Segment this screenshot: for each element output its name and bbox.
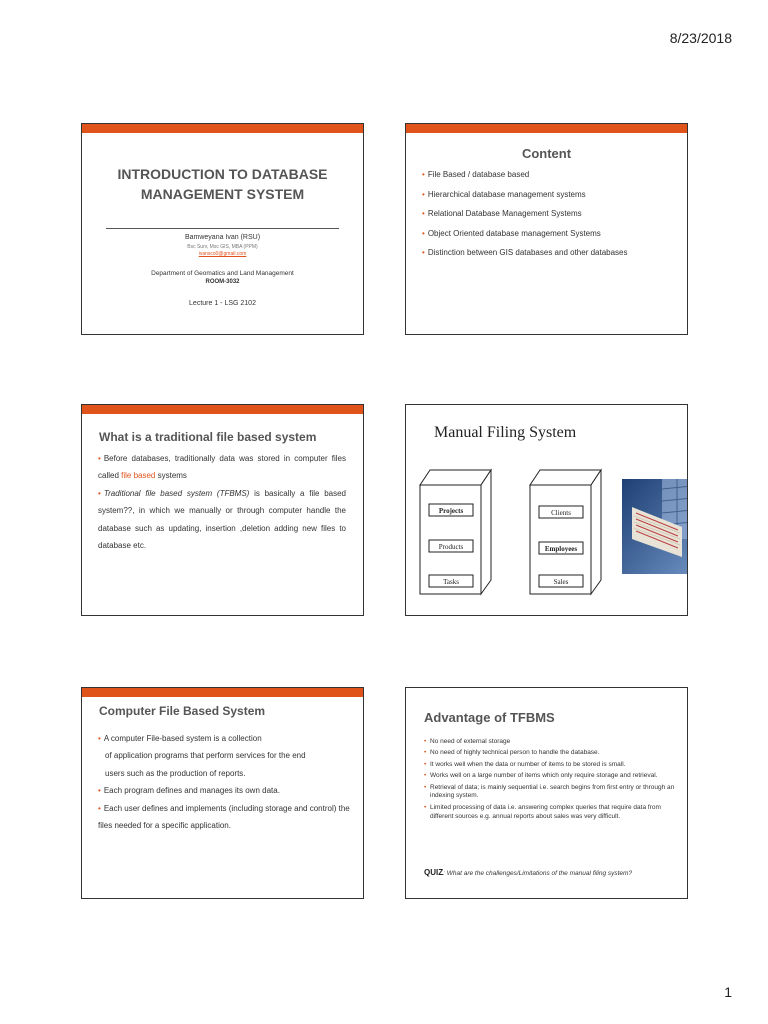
slide-accent-bar: [406, 124, 687, 133]
italic-term: Traditional file based system (TFBMS): [103, 488, 250, 498]
slide-traditional-file-system: [81, 404, 364, 616]
list-item: [422, 190, 679, 210]
bullet-1: [98, 730, 353, 747]
slide-title: [81, 123, 364, 335]
list-item-text: Hierarchical database management systems: [427, 189, 586, 199]
list-item: [424, 738, 679, 747]
bullet-icon: •: [424, 749, 427, 757]
slide-heading: Content: [521, 146, 572, 161]
slide-accent-bar: [82, 124, 363, 133]
title-line-2: MANAGEMENT SYSTEM: [140, 186, 305, 202]
list-item: [424, 784, 679, 802]
author-name: Bamweyana Ivan (RSU): [184, 234, 261, 241]
slide-heading: Advantage of TFBMS: [424, 710, 555, 725]
quiz-prompt: [424, 868, 679, 878]
content-list: [422, 170, 679, 268]
bullet-icon: •: [422, 209, 425, 219]
slide-advantage-tfbms: [405, 687, 688, 899]
drawer-label: Employees: [544, 545, 578, 553]
title-divider: [106, 228, 339, 229]
text-run: of application programs that perform services for the end: [105, 751, 306, 761]
page-date: 8/23/2018: [669, 30, 732, 46]
quiz-text: : What are the challenges/Limitations of the manual filing system?: [443, 870, 633, 877]
bullet-icon: •: [424, 738, 427, 745]
slide-accent-bar: [82, 405, 363, 414]
bullet-icon: •: [424, 772, 427, 780]
slide-title-text: [82, 164, 363, 204]
department: Department of Geomatics and Land Management: [151, 270, 294, 277]
list-item-text: No need of highly technical person to handle the database.: [430, 749, 600, 757]
paragraph-1: [98, 450, 346, 485]
drawer-label: Projects: [438, 507, 464, 515]
page-number: 1: [724, 984, 732, 1000]
text-run: systems: [155, 471, 187, 481]
text-run: A computer File-based system is a collection: [103, 734, 262, 743]
list-item-text: Object Oriented database management Systems: [427, 228, 601, 238]
bullet-icon: •: [424, 760, 427, 768]
author-credentials: Bsc Surv, Msc GIS, MBA (PPM): [187, 244, 258, 250]
room-number: ROOM-3032: [205, 279, 240, 285]
text-run: users such as the production of reports.: [105, 768, 246, 778]
drawer-label: Tasks: [443, 578, 459, 586]
drawer-label: Sales: [553, 578, 569, 586]
list-item-text: Limited processing of data i.e. answering complex queries that require data from different sources e.g. annual reports about sales was very difficult.: [430, 803, 661, 820]
bullet-2: [98, 782, 353, 799]
author-email-link[interactable]: ivansco0@gmail.com: [198, 251, 247, 257]
title-line-1: INTRODUCTION TO DATABASE: [117, 166, 328, 182]
list-item: [422, 229, 679, 249]
text-run: Before databases, traditionally data was stored in computer files called: [98, 454, 346, 481]
slide-heading: What is a traditional file based system: [99, 430, 317, 444]
bullet-icon: •: [98, 734, 101, 743]
slide-manual-filing-system: [405, 404, 688, 616]
list-item-text: Relational Database Management Systems: [427, 209, 582, 219]
list-item-text: No need of external storage: [430, 738, 511, 745]
bullet-icon: •: [422, 248, 425, 258]
list-item-text: Works well on a large number of items which only require storage and retrieval.: [430, 772, 658, 780]
slide-content: [405, 123, 688, 335]
bullet-icon: •: [98, 488, 101, 498]
quiz-label: QUIZ: [424, 868, 444, 877]
right-cabinet: [530, 470, 601, 594]
advantage-list: [424, 738, 679, 824]
list-item: [424, 749, 679, 758]
bullet-icon: •: [98, 454, 101, 463]
drawer-label: Clients: [551, 509, 571, 517]
list-item-text: Retrieval of data; is mainly sequential i.e. search begins from first entry or through an indexing system.: [430, 783, 675, 800]
slide-heading: Manual Filing System: [434, 424, 577, 441]
paragraph-2: [98, 485, 346, 555]
slide-body: [98, 730, 353, 834]
bullet-icon: •: [422, 170, 425, 179]
drawer-label: Products: [438, 543, 464, 551]
list-item-text: File Based / database based: [427, 170, 530, 179]
bullet-icon: •: [98, 803, 101, 813]
list-item: [424, 804, 679, 822]
slide-body: [98, 450, 346, 554]
lecture-code: Lecture 1 - LSG 2102: [189, 300, 256, 307]
text-run: is basically a file based system??, in which we manually or through computer handle the database such as updating, insertion ,deletion adding new files to database etc.: [98, 488, 346, 551]
bullet-icon: •: [424, 783, 427, 791]
bullet-icon: •: [98, 786, 101, 796]
list-item: [424, 772, 679, 781]
slide-computer-file-based-system: [81, 687, 364, 899]
highlighted-term: file based: [121, 471, 156, 481]
bullet-icon: •: [422, 189, 425, 199]
text-run: Each user defines and implements (including storage and control) the files needed for a specific application.: [98, 803, 350, 831]
list-item: [422, 209, 679, 229]
list-item: [422, 170, 679, 190]
list-item: [424, 761, 679, 770]
file-cabinet-photo-icon: [622, 479, 688, 574]
list-item-text: It works well when the data or number of items to be stored is small.: [430, 760, 626, 768]
slide-accent-bar: [82, 688, 363, 697]
bullet-icon: •: [422, 228, 425, 238]
bullet-icon: •: [424, 803, 427, 811]
list-item-text: Distinction between GIS databases and other databases: [427, 248, 628, 258]
bullet-3: [98, 800, 353, 835]
list-item: [422, 248, 679, 268]
slide-heading: Computer File Based System: [99, 704, 266, 718]
left-cabinet: [420, 470, 491, 594]
text-run: Each program defines and manages its own data.: [103, 786, 280, 796]
